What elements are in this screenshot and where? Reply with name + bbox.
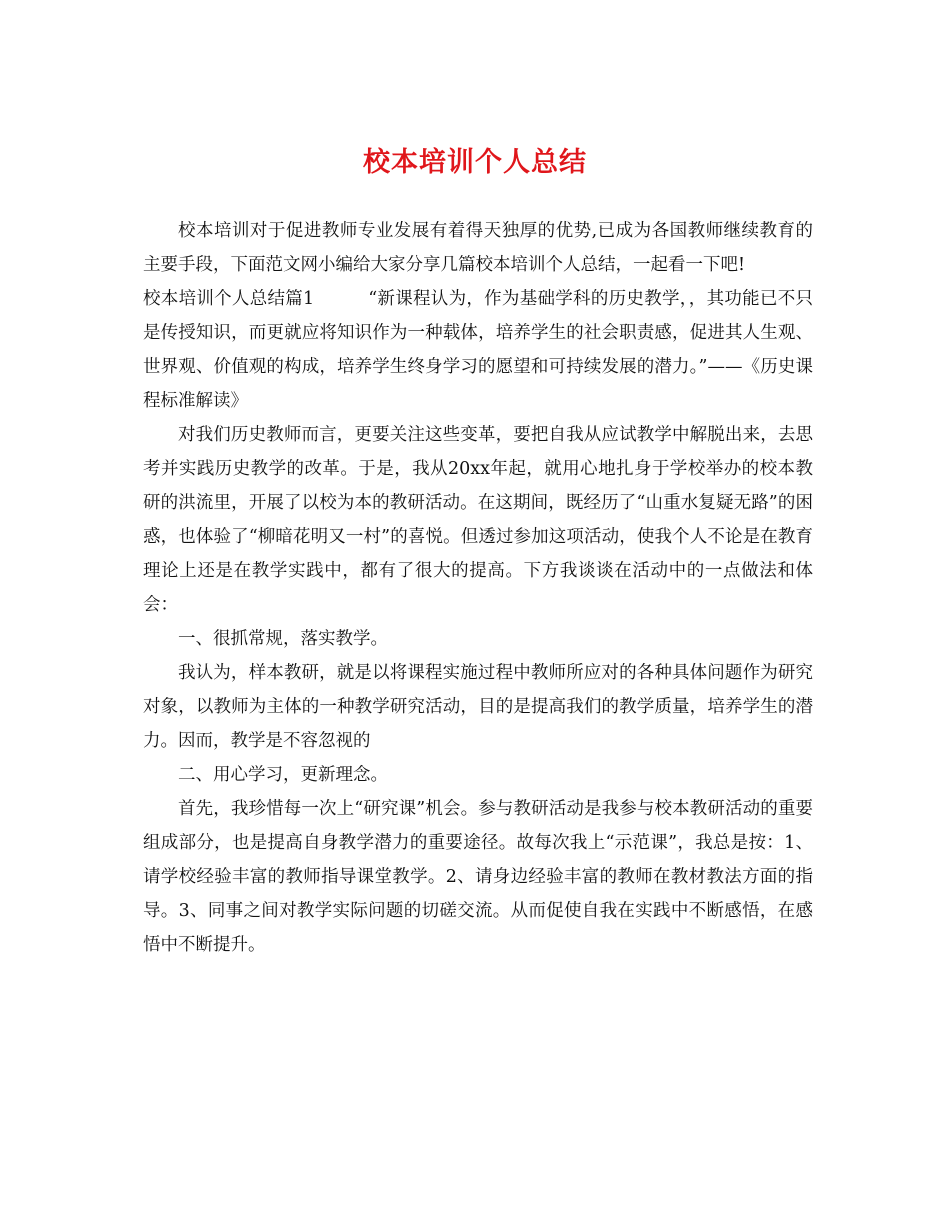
body-paragraph-3: 首先，我珍惜每一次上“研究课”机会。参与教研活动是我参与校本教研活动的重要组成部分，也是提高自身教学潜力的重要途径。故每次我上“示范课”，我总是按：1、请学校经验丰富的教师指导课堂教学。2、请身边经验丰富的教师在教材教法方面的指导。3、同事之间对教学实际问题的切磋交流。从而促使自我在实践中不断感悟，在感悟中不断提升。	[143, 799, 813, 955]
heading-one: 一、很抓常规，落实教学。	[178, 629, 388, 649]
intro-paragraph: 校本培训对于促进教师专业发展有着得天独厚的优势,已成为各国教师继续教育的主要手段，下面范文网小编给大家分享几篇校本培训个人总结，一起看一下吧!	[143, 221, 813, 275]
section-1-paragraph	[143, 282, 813, 418]
body-paragraph-1: 对我们历史教师而言，更要关注这些变革，要把自我从应试教学中解脱出来，去思考并实践历史教学的改革。于是，我从20xx年起，就用心地扎身于学校举办的校本教研的洪流里，开展了以校为本的教研活动。在这期间，既经历了“山重水复疑无路”的困惑，也体验了“柳暗花明又一村”的喜悦。但透过参加这项活动，使我个人不论是在教育理论上还是在教学实践中，都有了很大的提高。下方我谈谈在活动中的一点做法和体会：	[143, 425, 813, 615]
document-body	[143, 214, 813, 962]
section-1-label: 校本培训个人总结篇1	[143, 289, 315, 309]
section-1-quote: “新课程认为，作为基础学科的历史教学，，其功能已不只是传授知识，而更就应将知识作为一种载体，培养学生的社会职责感，促进其人生观、世界观、价值观的构成，培养学生终身学习的愿望和可持续发展的潜力。”——《历史课程标准解读》	[143, 289, 813, 411]
document-title: 校本培训个人总结	[363, 147, 587, 178]
heading-two: 二、用心学习，更新理念。	[178, 765, 388, 785]
body-paragraph-2: 我认为，样本教研，就是以将课程实施过程中教师所应对的各种具体问题作为研究对象，以教师为主体的一种教学研究活动，目的是提高我们的教学质量，培养学生的潜力。因而，教学是不容忽视的	[143, 663, 813, 751]
